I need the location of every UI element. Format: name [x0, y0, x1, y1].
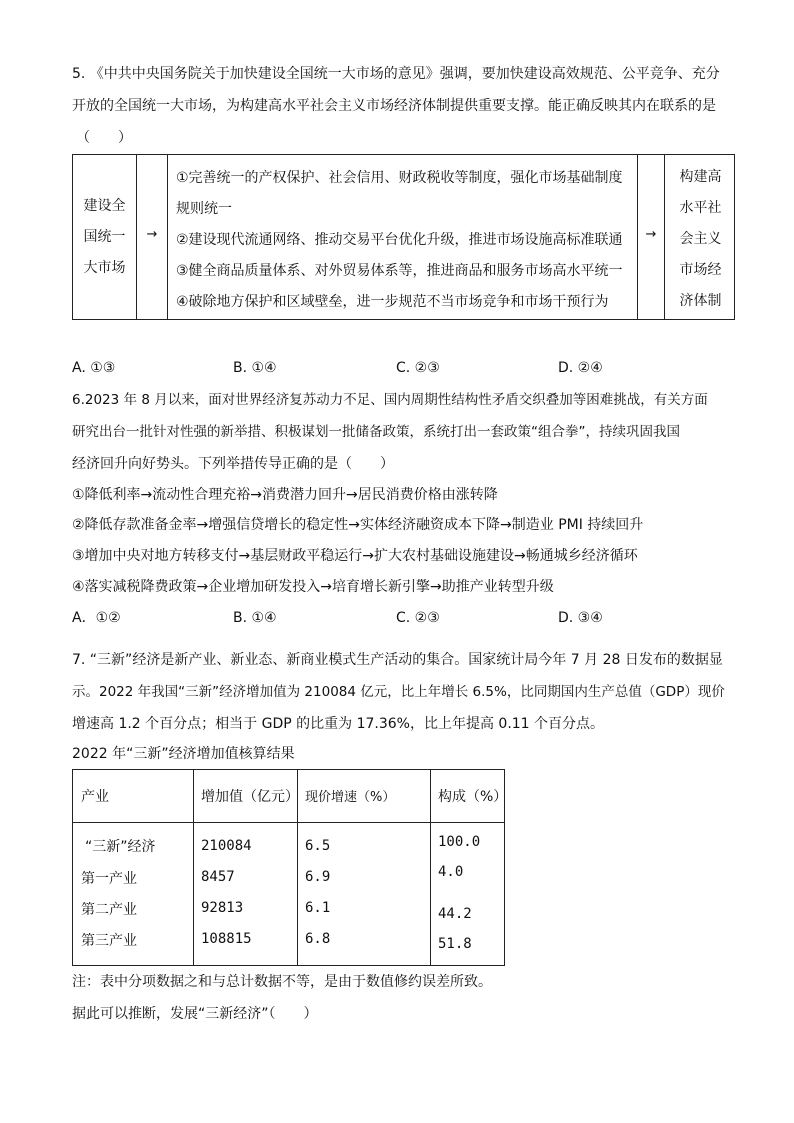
left-box-text-2: 国统一	[83, 229, 126, 245]
flow-item-3: ③健全商品质量体系、对外贸易体系等，推进商品和服务市场高水平统一	[176, 263, 623, 279]
q5-option-d[interactable]: D. ②④	[558, 360, 603, 376]
right-arrow-icon: →	[146, 227, 158, 242]
q6-option-c[interactable]: C. ②③	[396, 610, 440, 626]
q7-stem-line2: 示。2022 年我国“三新”经济增加值为 210084 亿元，比上年增长 6.5%，比同期国内生产总值（GDP）现价	[72, 684, 725, 700]
table-row-1-value: 210084	[201, 838, 252, 854]
q5-option-b[interactable]: B. ①④	[233, 360, 277, 376]
q7-table-note: 注：表中分项数据之和与总计数据不等，是由于数值修约误差所致。	[72, 974, 492, 990]
left-box-text-1: 建设全	[83, 198, 126, 214]
table-row-3-growth: 6.1	[305, 900, 331, 916]
q6-stem-line3: 经济回升向好势头。下列举措传导正确的是（ ）	[72, 456, 394, 472]
q6-item-4: ④落实减税降费政策→企业增加研发投入→培育增长新引擎→助推产业转型升级	[72, 579, 554, 595]
q7-question: 据此可以推断，发展“三新经济”（ ）	[72, 1006, 318, 1022]
flow-arrow-cell-2	[638, 155, 665, 319]
q7-data-table	[72, 769, 508, 966]
table-row-1-growth: 6.5	[305, 838, 331, 854]
table-header-industry: 产业	[81, 789, 109, 805]
table-row-1-share: 100.0	[438, 834, 481, 850]
right-box-text-4: 市场经	[679, 262, 722, 278]
q5-option-c[interactable]: C. ②③	[396, 360, 440, 376]
flow-item-1-cont: 规则统一	[176, 201, 232, 217]
table-row-2-share: 4.0	[438, 864, 464, 880]
q6-stem-line2: 研究出台一批针对性强的新举措、积极谋划一批储备政策，系统打出一套政策“组合拳”，持续巩固我国	[72, 424, 680, 440]
q7-stem-line3: 增速高 1.2 个百分点；相当于 GDP 的比重为 17.36%，比上年提高 0.11 个百分点。	[72, 716, 605, 732]
right-box-text-1: 构建高	[679, 169, 722, 185]
q6-option-b[interactable]: B. ①④	[233, 610, 277, 626]
flow-item-2: ②建设现代流通网络、推动交易平台优化升级，推进市场设施高标准联通	[176, 232, 623, 248]
table-header-share: 构成（%）	[438, 789, 508, 805]
flow-item-1: ①完善统一的产权保护、社会信用、财政税收等制度，强化市场基础制度	[176, 170, 623, 186]
q6-item-1: ①降低利率→流动性合理充裕→消费潜力回升→居民消费价格由涨转降	[72, 487, 498, 503]
q6-option-d[interactable]: D. ③④	[558, 610, 603, 626]
q7-table-title: 2022 年“三新”经济增加值核算结果	[72, 746, 295, 762]
flow-items-box	[168, 155, 638, 319]
table-row-2-growth: 6.9	[305, 869, 331, 885]
right-box-text-2: 水平社	[679, 200, 722, 216]
flow-arrow-cell-1	[137, 155, 168, 319]
table-row-2-value: 8457	[201, 869, 235, 885]
table-row-4-industry: 第三产业	[81, 933, 137, 949]
right-arrow-icon: →	[645, 227, 657, 242]
table-row-1-industry: “三新”经济	[85, 839, 156, 855]
table-header-value: 增加值（亿元）	[201, 789, 299, 805]
table-row-3-value: 92813	[201, 900, 244, 916]
q6-item-3: ③增加中央对地方转移支付→基层财政平稳运行→扩大农村基础设施建设→畅通城乡经济循环	[72, 548, 638, 564]
table-header-growth: 现价增速（%）	[305, 790, 396, 805]
flow-right-box	[665, 155, 736, 319]
right-box-text-3: 会主义	[679, 231, 722, 247]
table-row-3-industry: 第二产业	[81, 902, 137, 918]
q5-stem-line2: 开放的全国统一大市场，为构建高水平社会主义市场经济体制提供重要支撑。能正确反映其内在联系的是	[72, 98, 716, 114]
table-row-4-growth: 6.8	[305, 931, 331, 947]
table-row-3-share: 44.2	[438, 906, 472, 922]
q6-stem-line1: 6.2023 年 8 月以来，面对世界经济复苏动力不足、国内周期性结构性矛盾交织叠加等困难挑战，有关方面	[72, 392, 708, 408]
q5-flow-table	[72, 154, 735, 320]
q5-option-a[interactable]: A. ①③	[72, 360, 116, 376]
q6-option-a[interactable]: A．①②	[72, 610, 121, 626]
q5-stem-line1: 5. 《中共中央国务院关于加快建设全国统一大市场的意见》强调，要加快建设高效规范、公平竞争、充分	[72, 66, 720, 82]
left-box-text-3: 大市场	[83, 260, 126, 276]
table-row-4-value: 108815	[201, 931, 252, 947]
flow-item-4: ④破除地方保护和区域壁垒，进一步规范不当市场竞争和市场干预行为	[176, 294, 609, 310]
q7-stem-line1: 7. “三新”经济是新产业、新业态、新商业模式生产活动的集合。国家统计局今年 7 月 28 日发布的数据显	[72, 652, 723, 668]
right-box-text-5: 济体制	[679, 293, 722, 309]
table-row-4-share: 51.8	[438, 936, 472, 952]
q6-item-2: ②降低存款准备金率→增强信贷增长的稳定性→实体经济融资成本下降→制造业 PMI 持续回升	[72, 517, 644, 533]
flow-left-box	[73, 155, 137, 319]
table-row-2-industry: 第一产业	[81, 871, 137, 887]
q5-stem-line3: （ ）	[76, 130, 132, 146]
